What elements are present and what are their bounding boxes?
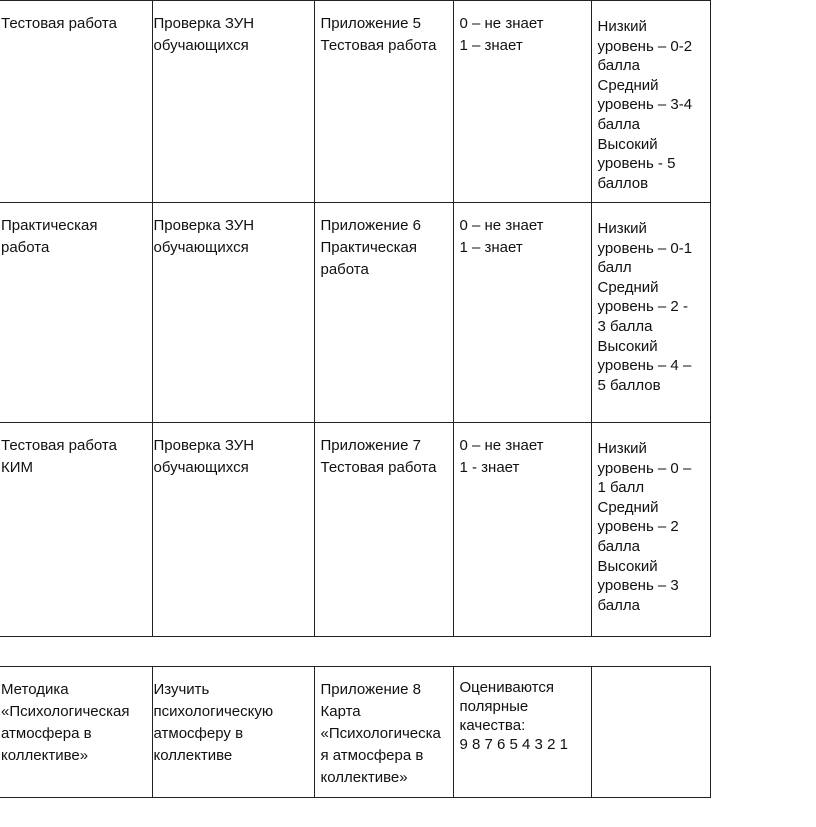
cell-line: Низкий: [597, 220, 647, 237]
cell-line: обучающихся: [153, 459, 249, 476]
cell-line: Карта: [320, 703, 361, 720]
cell-line: Приложение 5: [320, 15, 421, 32]
cell-line: уровень - 5: [597, 155, 676, 173]
table-row: [0, 423, 710, 637]
cell-line: Тестовая работа: [1, 437, 117, 454]
cell-levels: [591, 203, 710, 423]
cell-line: уровень – 2: [597, 518, 679, 536]
cell-line: Проверка ЗУН: [153, 15, 255, 32]
cell-line: уровень – 0 –: [597, 459, 692, 477]
cell-line: балла: [597, 596, 640, 614]
cell-line: «Психологическа: [320, 725, 441, 742]
cell-line: 5 баллов: [597, 376, 661, 394]
cell-line: коллективе: [153, 747, 233, 764]
cell-line: балла: [597, 115, 640, 133]
cell-line: Низкий: [597, 18, 647, 35]
cell-line: Проверка ЗУН: [153, 217, 255, 234]
cell-line: Проверка ЗУН: [153, 437, 255, 454]
table-row: [0, 203, 710, 423]
assessment-table-bottom: [0, 666, 711, 798]
cell-line: обучающихся: [153, 239, 249, 256]
cell-work-type: [0, 203, 152, 423]
cell-line: балла: [597, 57, 640, 75]
cell-appendix: [314, 667, 453, 798]
cell-purpose: [152, 1, 314, 203]
cell-line: 1 – знает: [459, 37, 523, 54]
cell-line: 1 балл: [597, 479, 645, 497]
cell-purpose: [152, 203, 314, 423]
cell-line: работа: [320, 261, 369, 278]
cell-line: 9 8 7 6 5 4 3 2 1: [459, 736, 568, 753]
cell-line: Изучить: [153, 681, 210, 698]
cell-appendix: [314, 1, 453, 203]
cell-levels: [591, 1, 710, 203]
cell-line: Тестовая работа: [320, 37, 437, 54]
cell-line: уровень – 0-1: [597, 239, 693, 257]
table-row: [0, 667, 710, 798]
cell-appendix: [314, 203, 453, 423]
cell-levels: [591, 667, 710, 798]
cell-line: баллов: [597, 174, 649, 192]
cell-line: уровень – 3: [597, 577, 679, 595]
cell-purpose: [152, 667, 314, 798]
cell-line: 0 – не знает: [459, 217, 544, 234]
cell-line: Практическая: [320, 239, 417, 256]
cell-line: обучающихся: [153, 37, 249, 54]
cell-line: атмосфера в: [1, 725, 92, 742]
cell-line: Высокий: [597, 337, 658, 355]
cell-line: 0 – не знает: [459, 437, 544, 454]
cell-work-type: [0, 667, 152, 798]
cell-scale: [453, 1, 591, 203]
cell-line: 1 - знает: [459, 459, 520, 476]
cell-line: Высокий: [597, 135, 658, 153]
cell-line: КИМ: [1, 459, 34, 476]
table-row: [0, 1, 710, 203]
cell-line: Методика: [1, 681, 69, 698]
cell-appendix: [314, 423, 453, 637]
cell-line: Средний: [597, 498, 659, 516]
cell-line: Высокий: [597, 557, 658, 575]
cell-line: атмосферу в: [153, 725, 244, 742]
cell-scale: [453, 667, 591, 798]
cell-scale: [453, 203, 591, 423]
cell-line: Низкий: [597, 440, 647, 457]
cell-line: Приложение 8: [320, 681, 421, 698]
cell-line: Тестовая работа: [320, 459, 437, 476]
cell-line: 3 балла: [597, 317, 653, 335]
cell-line: балл: [597, 259, 632, 277]
cell-line: Средний: [597, 278, 659, 296]
cell-line: Тестовая работа: [1, 15, 117, 32]
cell-line: балла: [597, 537, 640, 555]
cell-line: я атмосфера в: [320, 747, 424, 764]
cell-line: уровень – 2 -: [597, 298, 688, 316]
cell-line: полярные: [459, 698, 529, 715]
cell-line: работа: [1, 239, 50, 256]
cell-line: «Психологическая: [1, 703, 130, 720]
cell-line: уровень – 4 –: [597, 357, 692, 375]
cell-line: качества:: [459, 717, 526, 734]
cell-scale: [453, 423, 591, 637]
cell-line: 0 – не знает: [459, 15, 544, 32]
cell-line: Приложение 7: [320, 437, 421, 454]
cell-work-type: [0, 1, 152, 203]
cell-line: Приложение 6: [320, 217, 421, 234]
cell-line: уровень – 0-2: [597, 37, 693, 55]
cell-line: коллективе»: [1, 747, 89, 764]
cell-line: Практическая: [1, 217, 98, 234]
cell-line: 1 – знает: [459, 239, 523, 256]
cell-line: коллективе»: [320, 769, 408, 786]
cell-line: Оцениваются: [459, 679, 554, 696]
cell-line: уровень – 3-4: [597, 96, 693, 114]
cell-levels: [591, 423, 710, 637]
cell-line: Средний: [597, 76, 659, 94]
cell-work-type: [0, 423, 152, 637]
cell-line: психологическую: [153, 703, 274, 720]
cell-purpose: [152, 423, 314, 637]
